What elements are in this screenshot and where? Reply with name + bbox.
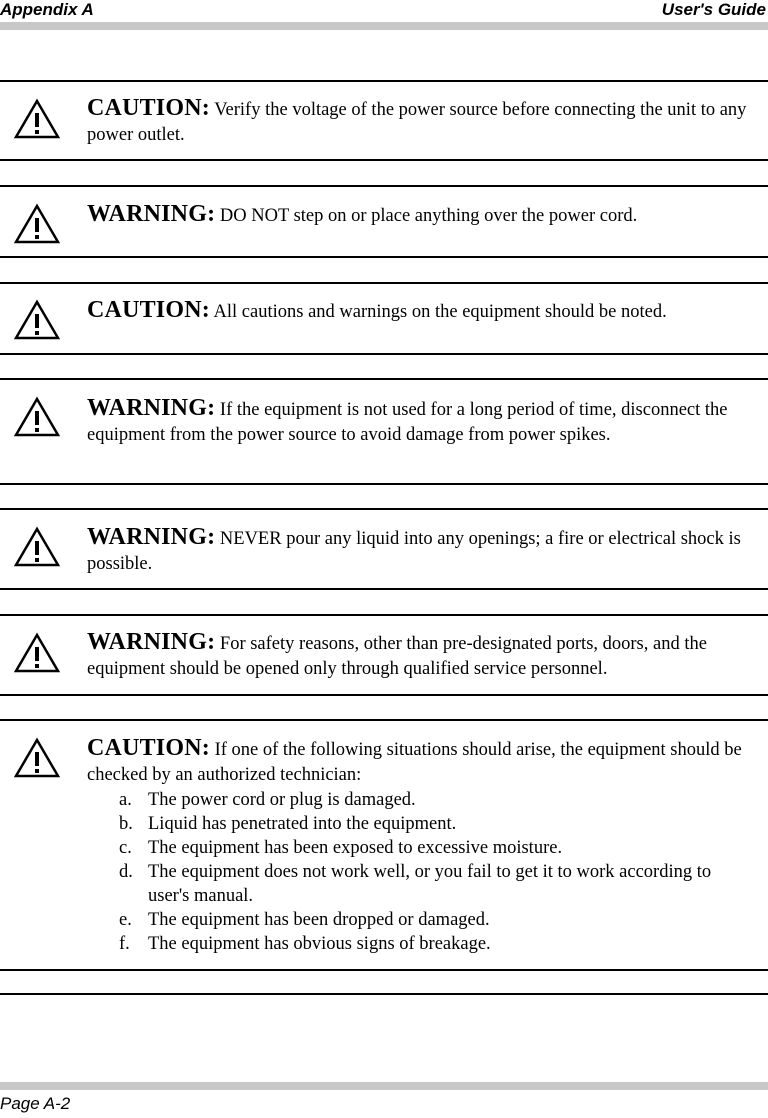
notice-body: For safety reasons, other than pre-designated ports, doors, and the equipment should be opened only through qualified service personnel.	[87, 634, 707, 679]
notice-text	[87, 525, 754, 577]
warning-triangle-icon	[13, 203, 61, 245]
warning-notice	[0, 185, 768, 258]
list-item-text: The equipment does not work well, or you fail to get it to work according to user's manual.	[148, 862, 712, 906]
notice-text	[87, 736, 754, 956]
list-item-text: The equipment has obvious signs of breakage.	[148, 934, 491, 954]
list-item-text: The power cord or plug is damaged.	[148, 790, 416, 810]
notice-text	[87, 630, 754, 682]
list-item	[87, 836, 754, 860]
list-marker: c.	[119, 838, 132, 858]
notice-body: Verify the voltage of the power source before connecting the unit to any power outlet.	[87, 100, 747, 145]
list-item	[87, 932, 754, 956]
notice-body: All cautions and warnings on the equipment should be noted.	[213, 302, 667, 322]
caution-notice	[0, 80, 768, 161]
notice-keyword: CAUTION:	[87, 297, 210, 323]
section-end-rule	[0, 993, 768, 995]
list-item-text: The equipment has been exposed to excessive moisture.	[148, 838, 563, 858]
list-marker: a.	[119, 790, 132, 810]
footer-divider	[0, 1082, 768, 1090]
notice-keyword: CAUTION:	[87, 735, 210, 761]
list-item-text: The equipment has been dropped or damaged.	[148, 910, 490, 930]
warning-triangle-icon	[13, 299, 61, 341]
notice-text	[87, 202, 754, 229]
warning-triangle-icon	[13, 98, 61, 140]
notice-text	[87, 298, 754, 325]
list-marker: f.	[119, 934, 130, 954]
warning-notice	[0, 508, 768, 590]
warning-triangle-icon	[13, 737, 61, 779]
list-marker: e.	[119, 910, 132, 930]
notice-keyword: WARNING:	[87, 395, 216, 421]
notice-body: NEVER pour any liquid into any openings; a fire or electrical shock is possible.	[87, 529, 741, 574]
list-item	[87, 812, 754, 836]
list-marker: b.	[119, 814, 133, 834]
notice-body: If the equipment is not used for a long period of time, disconnect the equipment from the power source to avoid damage from power spikes.	[87, 400, 728, 445]
situation-list	[87, 788, 754, 956]
header-section-title: Appendix A	[0, 0, 94, 19]
notice-keyword: WARNING:	[87, 201, 216, 227]
list-item	[87, 788, 754, 812]
notice-keyword: WARNING:	[87, 524, 216, 550]
list-item	[87, 860, 754, 908]
notice-keyword: CAUTION:	[87, 95, 210, 121]
caution-notice	[0, 282, 768, 355]
warning-triangle-icon	[13, 526, 61, 568]
list-item-text: Liquid has penetrated into the equipment.	[148, 814, 457, 834]
notice-body: If one of the following situations should arise, the equipment should be checked by an authorized technician:	[87, 740, 742, 785]
warning-notice	[0, 378, 768, 485]
caution-notice	[0, 719, 768, 971]
header-divider	[0, 22, 768, 30]
list-item	[87, 908, 754, 932]
page-header	[0, 0, 768, 24]
list-marker: d.	[119, 862, 133, 882]
header-document-title: User's Guide	[661, 0, 766, 19]
warning-triangle-icon	[13, 396, 61, 438]
page-number: Page A-2	[0, 1094, 71, 1113]
notice-text	[87, 96, 754, 148]
warning-notice	[0, 614, 768, 696]
notice-text	[87, 396, 754, 448]
notice-body: DO NOT step on or place anything over the power cord.	[219, 206, 638, 226]
notice-keyword: WARNING:	[87, 629, 216, 655]
warning-triangle-icon	[13, 632, 61, 674]
